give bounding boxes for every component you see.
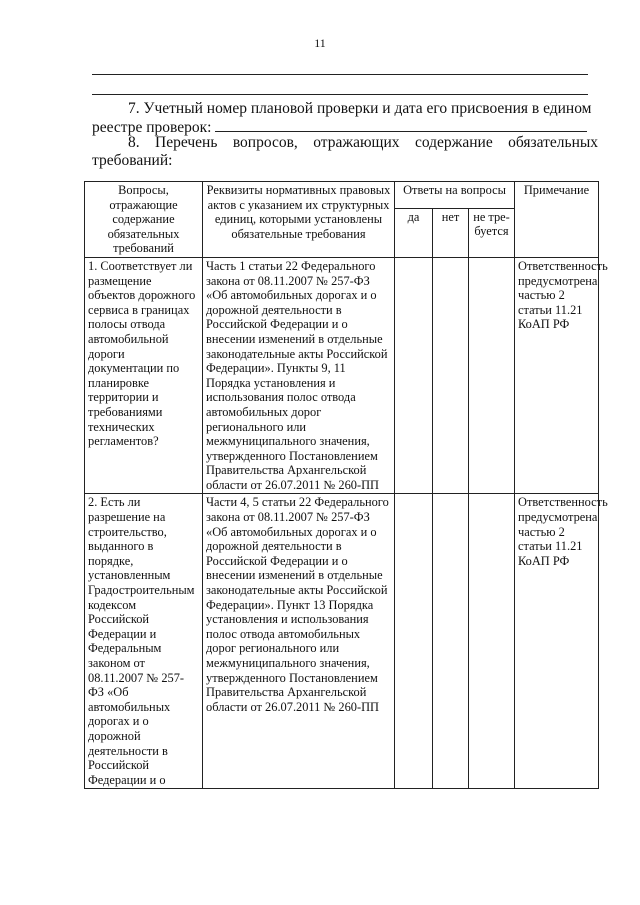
item-8-word: отражающих xyxy=(313,134,400,151)
requisites-cell: Части 4, 5 статьи 22 Федерального закона от 08.11.2007 № 257-ФЗ «Об автомобильных дорогах и о дорожной деятельности в Российской Федерации и о внесении изменений в отдельные законодательные акты Российской Федерации». Пункт 13 Порядка установления и использования полос отвода автомобильных дорог регионального или межмуниципального значения, утвержденного Постановлением Правительства Архангельской области от 26.07.2011 № 260-ПП xyxy=(203,494,395,789)
header-requisites: Реквизиты нормативных правовых актов с указанием их структурных единиц, которыми установлены обязательные требования xyxy=(203,182,395,258)
item-8-word: обязательных xyxy=(508,134,598,151)
blank-line-2 xyxy=(92,94,588,95)
answer-not-required-cell[interactable] xyxy=(469,494,515,789)
header-no: нет xyxy=(433,208,469,257)
header-not-required: не тре-буется xyxy=(469,208,515,257)
item-8-line-2: требований: xyxy=(92,152,173,169)
header-note: Примечание xyxy=(515,182,599,258)
answer-no-cell[interactable] xyxy=(433,494,469,789)
requisites-cell: Часть 1 статьи 22 Федерального закона от 08.11.2007 № 257-ФЗ «Об автомобильных дорогах и о дорожной деятельности в Российской Федерации и о внесении изменений в отдельные законодательные акты Российской Федерации». Пункты 9, 11 Порядка установления и использования полос отвода автомобильных дорог регионального или межмуниципального значения, утвержденного Постановлением Правительства Архангельской области от 26.07.2011 № 260-ПП xyxy=(203,257,395,494)
page-number: 11 xyxy=(314,36,326,50)
blank-line-1 xyxy=(92,74,588,75)
note-cell: Ответственность предусмотрена частью 2 статьи 11.21 КоАП РФ xyxy=(515,494,599,789)
answer-yes-cell[interactable] xyxy=(395,494,433,789)
item-8-word: 8. Перечень xyxy=(128,134,218,151)
answer-no-cell[interactable] xyxy=(433,257,469,494)
note-cell: Ответственность предусмотрена частью 2 статьи 11.21 КоАП РФ xyxy=(515,257,599,494)
requirements-table xyxy=(84,181,608,789)
table-row xyxy=(85,494,599,789)
header-yes: да xyxy=(395,208,433,257)
question-cell: 2. Есть ли разрешение на строительство, выданного в порядке, установленным Градостроительным кодексом Российской Федерации и Федеральным законом от 08.11.2007 № 257-ФЗ «Об автомобильных дорогах и о дорожной деятельности в Российской Федерации и о xyxy=(85,494,203,789)
item-7 xyxy=(92,100,598,137)
item-8-line-1 xyxy=(92,134,598,153)
answer-yes-cell[interactable] xyxy=(395,257,433,494)
header-answers: Ответы на вопросы xyxy=(395,182,515,209)
answer-not-required-cell[interactable] xyxy=(469,257,515,494)
item-7-text: 7. Учетный номер плановой проверки и дата его присвоения в едином реестре проверок: xyxy=(92,100,592,136)
question-cell: 1. Соответствует ли размещение объектов дорожного сервиса в границах полосы отвода автомобильной дороги документации по планировке территории и требованиями технических регламентов? xyxy=(85,257,203,494)
table-row xyxy=(85,257,599,494)
item-8-word: содержание xyxy=(414,134,493,151)
item-8-word: вопросов, xyxy=(232,134,298,151)
table-header-row xyxy=(85,182,599,209)
header-questions: Вопросы, отражающие содержание обязательных требований xyxy=(85,182,203,258)
item-7-fill-line xyxy=(215,119,587,132)
